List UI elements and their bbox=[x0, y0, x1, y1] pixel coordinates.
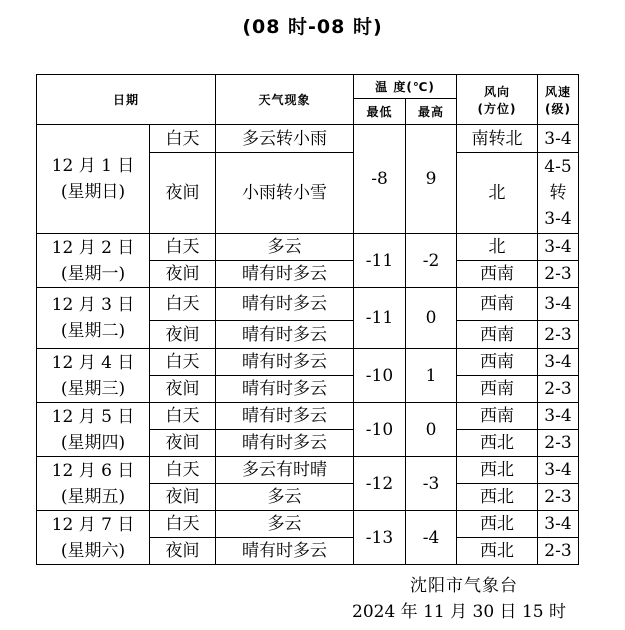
wind-speed-night: 2-3 bbox=[538, 430, 579, 457]
wind-speed-night: 2-3 bbox=[538, 261, 579, 288]
col-header-weather: 天气现象 bbox=[216, 75, 354, 125]
date-cell bbox=[37, 234, 150, 288]
date-text: 12 月 6 日 bbox=[51, 460, 135, 481]
col-header-wind-speed bbox=[538, 75, 579, 125]
wind-direction-day: 西北 bbox=[457, 511, 538, 538]
weather-night: 晴有时多云 bbox=[216, 261, 354, 288]
wind-direction-unit: (方位) bbox=[477, 101, 517, 116]
min-temp: -10 bbox=[354, 403, 406, 457]
date-cell bbox=[37, 403, 150, 457]
wind-direction-label: 风向 bbox=[483, 84, 510, 99]
wind-direction-night: 西南 bbox=[457, 261, 538, 288]
issue-time: 2024 年 11 月 30 日 15 时 bbox=[352, 602, 566, 622]
wind-direction-day: 西南 bbox=[457, 288, 538, 321]
period-night: 夜间 bbox=[150, 538, 216, 565]
period-day: 白天 bbox=[150, 125, 216, 153]
col-header-date: 日期 bbox=[37, 75, 216, 125]
col-header-temperature: 温 度(℃) bbox=[354, 75, 457, 99]
wind-speed-unit: (级) bbox=[545, 101, 571, 116]
wind-direction-night: 西北 bbox=[457, 538, 538, 565]
max-temp: -2 bbox=[406, 234, 457, 288]
weather-night: 小雨转小雪 bbox=[216, 153, 354, 234]
weather-night: 晴有时多云 bbox=[216, 321, 354, 349]
min-temp: -8 bbox=[354, 125, 406, 234]
col-header-wind-direction bbox=[457, 75, 538, 125]
wind-direction-night: 西南 bbox=[457, 376, 538, 403]
wind-speed-night bbox=[538, 153, 579, 234]
wind-speed-label: 风速 bbox=[544, 84, 571, 99]
weather-night: 晴有时多云 bbox=[216, 538, 354, 565]
weather-night: 多云 bbox=[216, 484, 354, 511]
wind-speed-day: 3-4 bbox=[538, 457, 579, 484]
weekday-text: (星期日) bbox=[60, 182, 126, 202]
wind-speed-day: 3-4 bbox=[538, 511, 579, 538]
period-night: 夜间 bbox=[150, 376, 216, 403]
weekday-text: (星期一) bbox=[60, 263, 126, 284]
wind-speed-night-line: 转 bbox=[549, 183, 567, 203]
wind-speed-night: 2-3 bbox=[538, 321, 579, 349]
wind-speed-day: 3-4 bbox=[538, 288, 579, 321]
wind-speed-day: 3-4 bbox=[538, 349, 579, 376]
weekday-text: (星期三) bbox=[60, 378, 126, 399]
wind-speed-night-line: 4-5 bbox=[544, 157, 572, 177]
date-text: 12 月 2 日 bbox=[51, 237, 135, 258]
weather-day: 多云有时晴 bbox=[216, 457, 354, 484]
max-temp: -3 bbox=[406, 457, 457, 511]
wind-direction-night: 北 bbox=[457, 153, 538, 234]
weather-day: 晴有时多云 bbox=[216, 288, 354, 321]
table-row bbox=[37, 349, 579, 376]
date-cell bbox=[37, 125, 150, 234]
min-temp: -10 bbox=[354, 349, 406, 403]
period-day: 白天 bbox=[150, 457, 216, 484]
issuing-organization: 沈阳市气象台 bbox=[410, 576, 518, 596]
min-temp: -13 bbox=[354, 511, 406, 565]
period-day: 白天 bbox=[150, 349, 216, 376]
period-night: 夜间 bbox=[150, 261, 216, 288]
wind-direction-day: 北 bbox=[457, 234, 538, 261]
wind-speed-night: 2-3 bbox=[538, 484, 579, 511]
wind-speed-day: 3-4 bbox=[538, 125, 579, 153]
period-day: 白天 bbox=[150, 403, 216, 430]
date-cell bbox=[37, 457, 150, 511]
date-text: 12 月 1 日 bbox=[51, 156, 135, 176]
weather-day: 多云转小雨 bbox=[216, 125, 354, 153]
wind-speed-day: 3-4 bbox=[538, 403, 579, 430]
date-cell bbox=[37, 288, 150, 349]
max-temp: 1 bbox=[406, 349, 457, 403]
weather-day: 晴有时多云 bbox=[216, 349, 354, 376]
date-text: 12 月 3 日 bbox=[51, 295, 135, 315]
wind-direction-day: 西北 bbox=[457, 457, 538, 484]
min-temp: -11 bbox=[354, 288, 406, 349]
date-cell bbox=[37, 349, 150, 403]
max-temp: 9 bbox=[406, 125, 457, 234]
period-night: 夜间 bbox=[150, 484, 216, 511]
min-temp: -12 bbox=[354, 457, 406, 511]
wind-direction-night: 西北 bbox=[457, 430, 538, 457]
col-header-min-temp: 最低 bbox=[354, 99, 406, 125]
period-day: 白天 bbox=[150, 511, 216, 538]
table-row bbox=[37, 403, 579, 430]
date-text: 12 月 7 日 bbox=[51, 514, 135, 535]
forecast-period-header: (08 时-08 时) bbox=[242, 16, 383, 38]
weather-night: 晴有时多云 bbox=[216, 376, 354, 403]
weekday-text: (星期二) bbox=[60, 321, 126, 341]
period-day: 白天 bbox=[150, 288, 216, 321]
table-row bbox=[37, 457, 579, 484]
wind-speed-night-line: 3-4 bbox=[544, 209, 572, 229]
period-night: 夜间 bbox=[150, 430, 216, 457]
date-text: 12 月 5 日 bbox=[51, 406, 135, 427]
table-row bbox=[37, 234, 579, 261]
min-temp: -11 bbox=[354, 234, 406, 288]
wind-direction-day: 西南 bbox=[457, 403, 538, 430]
table-row bbox=[37, 511, 579, 538]
weather-day: 多云 bbox=[216, 511, 354, 538]
wind-speed-night: 2-3 bbox=[538, 376, 579, 403]
weekday-text: (星期五) bbox=[60, 486, 126, 507]
table-row bbox=[37, 288, 579, 321]
wind-direction-day: 西南 bbox=[457, 349, 538, 376]
period-day: 白天 bbox=[150, 234, 216, 261]
col-header-max-temp: 最高 bbox=[406, 99, 457, 125]
max-temp: 0 bbox=[406, 403, 457, 457]
weather-forecast-table bbox=[36, 74, 579, 565]
weekday-text: (星期六) bbox=[60, 540, 126, 561]
period-night: 夜间 bbox=[150, 153, 216, 234]
max-temp: -4 bbox=[406, 511, 457, 565]
weekday-text: (星期四) bbox=[60, 432, 126, 453]
weather-day: 晴有时多云 bbox=[216, 403, 354, 430]
wind-direction-night: 西南 bbox=[457, 321, 538, 349]
period-night: 夜间 bbox=[150, 321, 216, 349]
date-text: 12 月 4 日 bbox=[51, 352, 135, 373]
wind-direction-night: 西北 bbox=[457, 484, 538, 511]
weather-day: 多云 bbox=[216, 234, 354, 261]
wind-direction-day: 南转北 bbox=[457, 125, 538, 153]
date-cell bbox=[37, 511, 150, 565]
weather-night: 晴有时多云 bbox=[216, 430, 354, 457]
max-temp: 0 bbox=[406, 288, 457, 349]
wind-speed-night: 2-3 bbox=[538, 538, 579, 565]
table-row bbox=[37, 125, 579, 153]
wind-speed-day: 3-4 bbox=[538, 234, 579, 261]
